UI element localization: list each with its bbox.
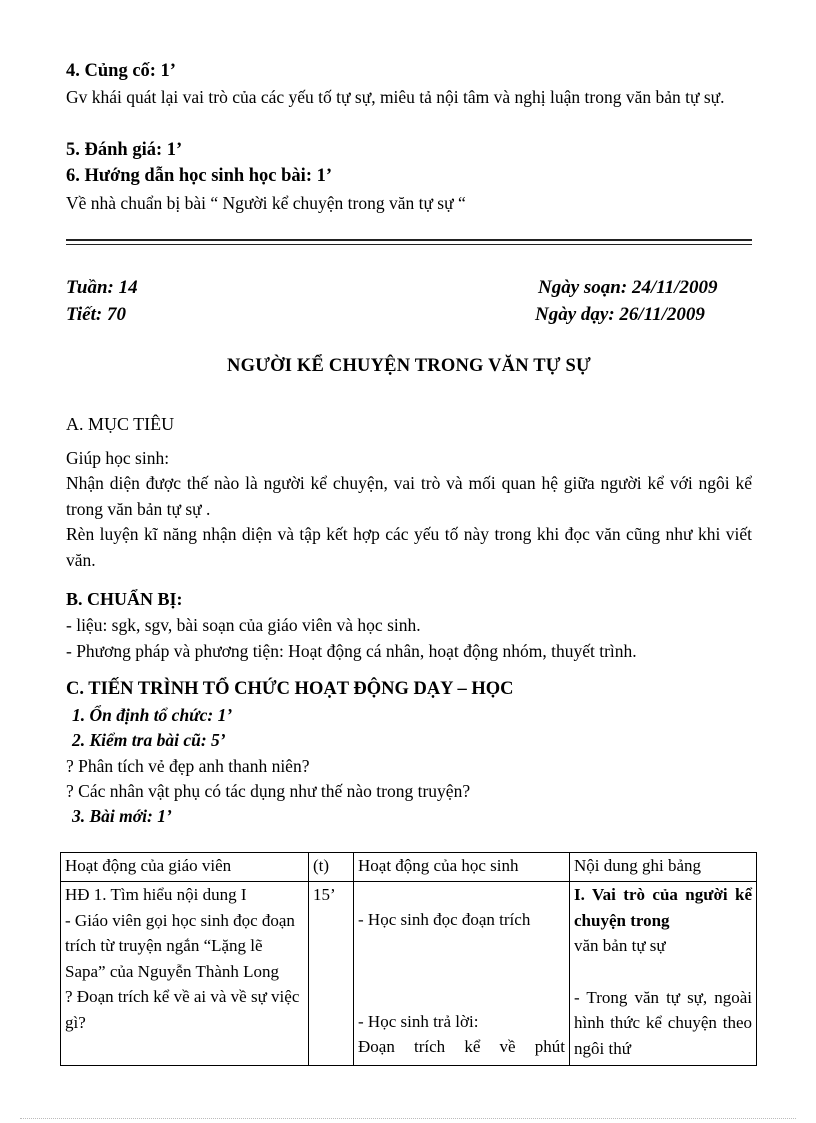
header-gv: Hoạt động của giáo viên [61,853,309,882]
ngay-day-label: Ngày dạy: 26/11/2009 [535,304,705,325]
step-bai-moi: 3. Bài mới: 1’ [72,806,172,826]
page-bottom-edge [20,1118,796,1119]
nd-text: - Trong văn tự sự, ngoài hình thức kể chuyện theo ngôi thứ [574,987,752,1058]
nd-heading: I. Vai trò của người kể chuyện trong [574,885,752,930]
lesson-activity-table [60,852,757,1066]
header-time: (t) [309,853,354,882]
muc-tieu-heading: A. MỤC TIÊU [66,414,175,434]
step-kiem-tra: 2. Kiểm tra bài cũ: 5’ [72,730,226,750]
table-header-row [61,853,757,882]
nd-heading-2: văn bản tự sự [574,936,666,955]
header-noi-dung: Nội dung ghi bảng [570,853,757,882]
gv-line-1: HĐ 1. Tìm hiểu nội dung I [65,885,247,904]
hs-line-1: - Học sinh đọc đoạn trích [358,910,531,929]
muc-tieu-intro: Giúp học sinh: [66,448,170,468]
muc-tieu-p1: Nhận diện được thế nào là người kể chuyện, vai trò và mối quan hệ giữa người kể với ngôi kể trong văn bản tự sự . [66,473,752,519]
tiet-label: Tiết: 70 [66,304,126,325]
cell-noi-dung [570,882,757,1066]
lesson-title: NGƯỜI KỂ CHUYỆN TRONG VĂN TỰ SỰ [227,356,591,376]
question-1: ? Phân tích vẻ đẹp anh thanh niên? [66,756,310,776]
huong-dan-text: Về nhà chuẩn bị bài “ Người kể chuyện trong văn tự sự “ [66,193,466,213]
danh-gia-heading: 5. Đánh giá: 1’ [66,140,183,160]
step-on-dinh: 1. Ổn định tổ chức: 1’ [72,705,233,725]
muc-tieu-p2: Rèn luyện kĩ năng nhận diện và tập kết hợp các yếu tố này trong khi đọc văn cũng như khi viết văn. [66,524,752,570]
question-2: ? Các nhân vật phụ có tác dụng như thế nào trong truyện? [66,781,471,801]
chuan-bi-item-1: - liệu: sgk, sgv, bài soạn của giáo viên và học sinh. [66,615,421,635]
time-value: 15’ [313,885,336,904]
ngay-soan-label: Ngày soạn: 24/11/2009 [538,277,718,298]
hs-line-3: Đoạn trích kể về phút [358,1037,565,1056]
cell-time [309,882,354,1066]
chuan-bi-item-2: - Phương pháp và phương tiện: Hoạt động cá nhân, hoạt động nhóm, thuyết trình. [66,641,637,661]
gv-line-3: ? Đoạn trích kể về ai và về sự việc gì? [65,987,300,1032]
cung-co-text: Gv khái quát lại vai trò của các yếu tố tự sự, miêu tả nội tâm và nghị luận trong văn bản tự sự. [66,87,725,107]
section-separator [66,239,752,245]
tuan-label: Tuần: 14 [66,277,138,298]
cell-gv [61,882,309,1066]
tien-trinh-heading: C. TIẾN TRÌNH TỔ CHỨC HOẠT ĐỘNG DẠY – HỌC [66,679,514,699]
header-hs: Hoạt động của học sinh [354,853,570,882]
gv-line-2: - Giáo viên gọi học sinh đọc đoạn trích từ truyện ngắn “Lặng lẽ Sapa” của Nguyễn Thành Long [65,910,295,981]
huong-dan-heading: 6. Hướng dẫn học sinh học bài: 1’ [66,166,333,186]
hs-line-2: - Học sinh trả lời: [358,1011,479,1031]
cung-co-heading: 4. Củng cố: 1’ [66,61,176,81]
table-row [61,882,757,1066]
cell-hs [354,882,570,1066]
chuan-bi-heading: B. CHUẨN BỊ: [66,589,183,609]
